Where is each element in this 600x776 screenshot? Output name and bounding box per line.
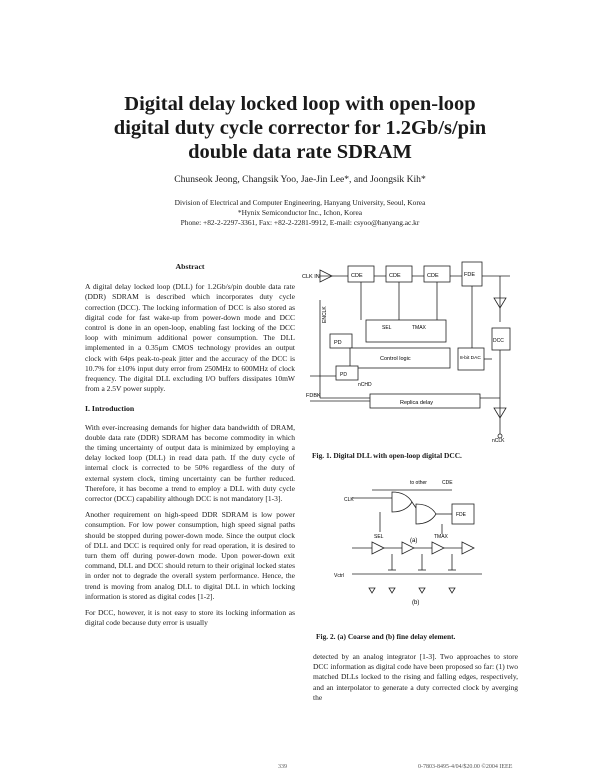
figure-1-caption: Fig. 1. Digital DLL with open-loop digital DCC. [312, 451, 462, 460]
fig1-pd2-label: PD [340, 372, 347, 378]
intro-heading: I. Introduction [85, 404, 135, 414]
fig1-pd-label: PD [334, 340, 342, 346]
intro-paragraph-3: For DCC, however, it is not easy to store its locking information as digital code because duty error is usually [85, 608, 295, 628]
figure-2-caption: Fig. 2. (a) Coarse and (b) fine delay element. [316, 632, 456, 641]
fig2-sel-label: SEL [374, 534, 384, 540]
fig1-dac-label: 8-bit DAC [460, 356, 481, 361]
fig1-fdbk-label: FDBK [306, 393, 321, 399]
abstract-heading: Abstract [175, 262, 205, 271]
page-number: 339 [278, 764, 287, 770]
figure-1-block-diagram [300, 258, 522, 443]
fig1-nchd-label: nCHD [358, 382, 372, 388]
abstract-text: A digital delay locked loop (DLL) for 1.2Gb/s/pin double data rate (DDR) SDRAM is described which incorporates duty cycle correction (DCC). The locking information of DCC is also stored as digital code for fast wake-up from power-down mode and DCC control is done in an open-loop, enabling fast locking of the DCC loop with minimum additional power consumption. The DLL implemented in a 0.35μm CMOS technology provides an output clock with 64ps peak-to-peak jitter and the accuracy of the DCC is 10.7% for ±10% input duty error from 250MHz to 600MHz of clock frequency. The digital DLL excluding I/O buffers dissipates 10mW from a 2.5V power supply. [85, 282, 295, 394]
fig1-clk-in-label: CLK IN [302, 274, 320, 280]
fig2-clk-label: CLK [344, 497, 354, 503]
fig1-enclk-label: ENCLK [322, 306, 328, 323]
intro-paragraph-2: Another requirement on high-speed DDR SDRAM is low power consumption. For low power consumption, high speed signal paths should be stopped during power-down mode. Since the output clock of DLL and DCC is required only for read operation, it is desired to turn them off during power-down mode. Upon power-down exit command, DLL and DCC should return to their original locked states in order not to degrade the overall system performance. Hence, the trend is moving from analog DLL to digital DLL in which locking information is stored as digital codes [1-2]. [85, 510, 295, 601]
affiliation-1: Division of Electrical and Computer Engineering, Hanyang University, Seoul, Korea [174, 198, 426, 207]
fig2-a-label: (a) [410, 538, 418, 544]
fig1-clk-out-label: nCLK [492, 438, 505, 443]
fig1-cde-label-2: CDE [389, 273, 401, 279]
authors: Chunseok Jeong, Changsik Yoo, Jae-Jin Lee*, and Joongsik Kih* [174, 174, 426, 185]
fig2-b-label: (b) [412, 600, 420, 606]
intro-paragraph-1: With ever-increasing demands for higher data bandwidth of DRAM, double data rate (DDR) SDRAM has become commodity in which the timing uncertainty of output data is minimized by employing a delay locked loop (DLL) in read data path. If the duty cycle of internal clock is corrected to be 50% regardless of the duty of external system clock, timing uncertainty can be further reduced. Therefore, it has become a trend to employ a DLL with duty cycle corrector (DCC) capability although DCC is not mandatory [1-3]. [85, 422, 295, 504]
affiliation-2: *Hynix Semiconductor Inc., Ichon, Korea [237, 208, 363, 217]
right-column-text [313, 652, 518, 709]
title-line-2: digital duty cycle corrector for 1.2Gb/s/pin [113, 117, 487, 139]
footer-code: 0-7803-8495-4/04/$20.00 ©2004 IEEE [418, 764, 513, 770]
fig2-vctrl-label: Vctrl [334, 573, 344, 579]
left-column [85, 262, 295, 635]
title-line-3: double data rate SDRAM [188, 141, 412, 163]
contact-info: Phone: +82-2-2297-3361, Fax: +82-2-2281-9912, E-mail: csyoo@hanyang.ac.kr [180, 218, 420, 227]
right-paragraph: detected by an analog integrator [1-3]. Two approaches to store DCC information as digital code have been proposed so far: (1) two matched DLLs locked to the rising and falling edges, respectively, and an interpolator to generate a duty corrected clock by averging the [313, 652, 518, 702]
fig1-replica-delay-label: Replica delay [400, 400, 434, 406]
fig2-unit2-label: CDE [442, 480, 453, 486]
figure-2-delay-elements [332, 470, 502, 630]
paper-title [70, 92, 530, 164]
fig2-fde-label: FDE [456, 512, 466, 518]
fig1-dcc-label: DCC [493, 338, 504, 344]
fig1-cde-label-3: CDE [427, 273, 439, 279]
fig1-cde-label-1: CDE [351, 273, 363, 279]
fig2-unit-label: to other [410, 480, 427, 486]
fig1-control-logic-label: Control logic [380, 356, 411, 362]
fig1-sel-label: SEL [382, 325, 392, 331]
title-line-1: Digital delay locked loop with open-loop [124, 93, 476, 115]
fig1-fde-label: FDE [464, 272, 475, 278]
fig1-tmax-label: TMAX [412, 325, 426, 331]
fig2-tmax-label: TMAX [434, 534, 448, 540]
